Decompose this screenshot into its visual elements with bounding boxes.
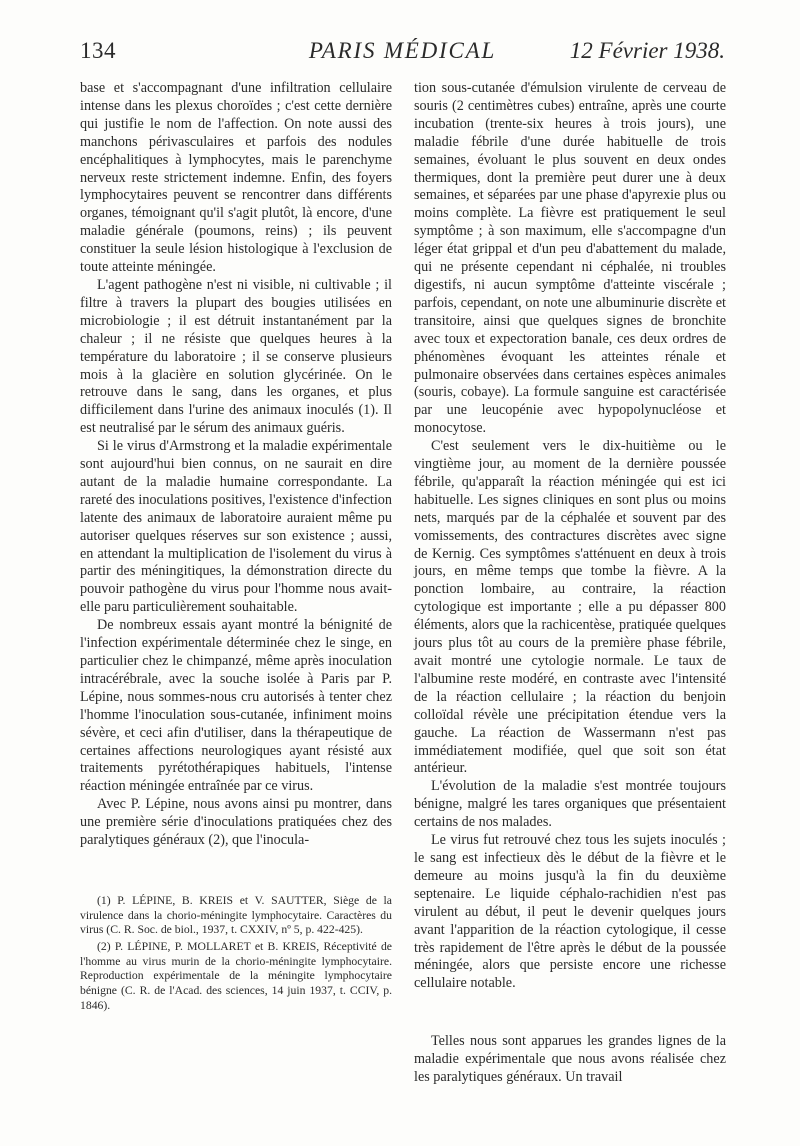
paragraph: base et s'accompagnant d'une infiltration cellulaire intense dans les plexus choroïdes ; c'est cette dernière qui justifie le nom de l'affection. On note aussi des manchons périvasculaires et parfois des nodules encéphalitiques à lymphocytes, mais le parenchyme nerveux reste strictement indemne. Enfin, des foyers lymphocytaires peuvent se rencontrer dans différents organes, témoignant qu'il s'agit plutôt, là encore, d'une maladie générale (poumons, reins) ; ils peuvent constituer la seule lésion histologique à l'exclusion de toute atteinte méningée. bbox=[80, 80, 392, 276]
footnote-1: (1) P. LÉPINE, B. KREIS et V. SAUTTER, Siège de la virulence dans la chorio-méningite lymphocytaire. Caractères du virus (C. R. Soc. de biol., 1937, t. CXXIV, nº 5, p. 422-425). bbox=[80, 893, 392, 937]
paragraph: C'est seulement vers le dix-huitième ou le vingtième jour, au moment de la dernière poussée fébrile, qu'apparaît la réaction méningée qui est ici habituelle. Les signes cliniques en sont plus ou moins nets, marqués par de la céphalée et souvent par des vomissements, des contractures discrètes avec signe de Kernig. Ces symptômes s'atténuent en deux à trois jours, en même temps que tombe la fièvre. A la ponction lombaire, au contraire, la réaction cytologique est importante ; elle a pu dépasser 800 éléments, alors que la rachicentèse, pratiquée quelques jours plus tôt au cours de la première phase fébrile, avait montré une cytologie normale. Le taux de l'albumine reste modéré, en contraste avec l'intensité de la réaction cellulaire ; la réaction du benjoin colloïdal révèle une précipitation étendue vers la gauche. La réaction de Wassermann n'est pas immédiatement modifiée, quel que soit son état antérieur. bbox=[414, 438, 726, 777]
running-header bbox=[80, 38, 725, 78]
footnotes bbox=[80, 894, 392, 1014]
paragraph: Le virus fut retrouvé chez tous les sujets inoculés ; le sang est infectieux dès le début de la fièvre et le demeure au moins jusqu'à la fin du deuxième septenaire. Le liquide céphalo-rachidien n'est pas virulent au début, il peut le devenir quelques jours avant l'apparition de la réaction cytologique, il cesse très rapidement de l'être après le début de la poussée méningée, alors que persiste encore une richesse cellulaire notable. bbox=[414, 832, 726, 992]
issue-date: 12 Février 1938. bbox=[569, 38, 725, 63]
paragraph: Telles nous sont apparues les grandes lignes de la maladie expérimentale que nous avons réalisée chez les paralytiques généraux. Un travail bbox=[414, 1033, 726, 1086]
paragraph: tion sous-cutanée d'émulsion virulente de cerveau de souris (2 centimètres cubes) entraîne, après une courte incubation (trente-six heures à trois jours), une maladie fébrile d'une durée habituelle de trois semaines, évoluant le plus souvent en deux ondes thermiques, dont la première peut durer une à deux semaines, et séparées par une phase d'apyrexie plus ou moins complète. La fièvre est pratiquement le seul symptôme ; à son maximum, elle s'accompagne d'un léger état grippal et d'un peu d'abattement du malade, qui ne présente cependant ni céphalée, ni troubles digestifs, ni aucun symptôme d'atteinte viscérale ; parfois, cependant, on note une albuminurie discrète et transitoire, ainsi que quelques signes de bronchite avec toux et expectoration banale, ces deux ordres de phénomènes évoquant les atteintes rénale et pulmonaire observées dans certaines espèces animales (souris, cobaye). La formule sanguine est caractérisée par une leucopénie avec hypopolynucléose et monocytose. bbox=[414, 80, 726, 437]
left-column bbox=[80, 80, 392, 1016]
journal-title: PARIS MÉDICAL bbox=[308, 38, 497, 63]
paragraph: De nombreux essais ayant montré la bénignité de l'infection expérimentale déterminée chez le singe, en particulier chez le chimpanzé, même après inoculation intracérébrale, avec la souche isolée à Paris par P. Lépine, nous sommes-nous cru autorisés à tenter chez l'homme l'inoculation sous-cutanée, infiniment moins sévère, et ceci afin d'utiliser, dans la thérapeutique de certaines affections neurologiques ayant résisté aux traitements pyrétothérapiques habituels, l'intense réaction méningée entraînée par ce virus. bbox=[80, 617, 392, 795]
section-gap bbox=[414, 993, 726, 1033]
paragraph: L'agent pathogène n'est ni visible, ni cultivable ; il filtre à travers la plupart des bougies utilisées en microbiologie ; il est détruit instantanément par la chaleur ; il ne résiste que quelques heures à la température du laboratoire ; il se conserve plusieurs mois à la glacière en solution glycérinée. On le retrouve dans le sang, dans les organes, et plus difficilement dans l'urine des animaux inoculés (1). Il est neutralisé par le sérum des animaux guéris. bbox=[80, 276, 392, 437]
column-divider bbox=[403, 96, 404, 1096]
right-column bbox=[414, 80, 726, 1087]
page-number: 134 bbox=[80, 38, 116, 63]
footnote-2: (2) P. LÉPINE, P. MOLLARET et B. KREIS, Réceptivité de l'homme au virus murin de la chorio-méningite lymphocytaire. Reproduction expérimentale de la méningite lymphocytaire bénigne (C. R. de l'Acad. des sciences, 14 juin 1937, t. CCIV, p. 1846). bbox=[80, 940, 392, 1012]
paragraph: L'évolution de la maladie s'est montrée toujours bénigne, malgré les tares organiques que présentaient certains de nos malades. bbox=[414, 778, 726, 831]
paragraph: Si le virus d'Armstrong et la maladie expérimentale sont aujourd'hui bien connus, on ne saurait en dire autant de la maladie humaine correspondante. La rareté des inoculations positives, l'existence d'infection latente des animaux de laboratoire auraient même pu autoriser quelques réserves sur son existence ; aussi, en attendant la multiplication de l'isolement du virus à partir des méningitiques, la démonstration directe du pouvoir pathogène du virus pour l'homme nous avait-elle paru particulièrement souhaitable. bbox=[80, 438, 392, 616]
paragraph: Avec P. Lépine, nous avons ainsi pu montrer, dans une première série d'inoculations pratiquées chez des paralytiques généraux (2), que l'inocula- bbox=[80, 796, 392, 849]
